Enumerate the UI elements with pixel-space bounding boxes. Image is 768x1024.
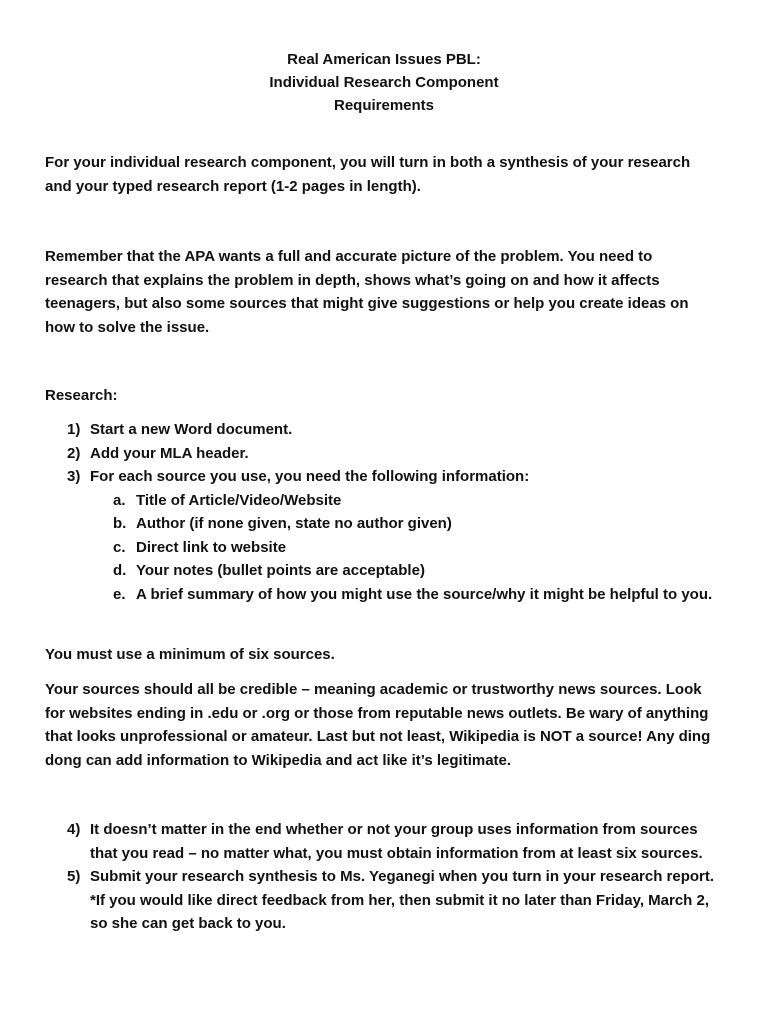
list-item — [0, 442, 768, 466]
sub-list-marker: d. — [113, 562, 127, 579]
later-steps-list — [0, 818, 768, 936]
title-line-1: Real American Issues PBL: — [287, 51, 481, 68]
title-line-2: Individual Research Component — [269, 74, 499, 91]
minimum-sources-note: You must use a minimum of six sources. — [45, 646, 335, 663]
list-item — [0, 818, 768, 865]
sub-list-item-text: Title of Article/Video/Website — [136, 491, 342, 509]
sub-list-item — [0, 559, 768, 583]
sub-list-marker: e. — [113, 585, 126, 603]
sub-list-marker: c. — [113, 538, 126, 556]
list-item-text: It doesn’t matter in the end whether or not your group uses information from sources that you read – no matter what, you must obtain information from at least six sources. — [90, 821, 703, 862]
credibility-paragraph: Your sources should all be credible – meaning academic or trustworthy news sources. Look for websites ending in .edu or .org or those from reputable news outlets. Be wary of anything that looks unprofessional or amateur. Last but not least, Wikipedia is NOT a source! Any ding dong can add information to Wikipedia and act like it’s legitimate. — [45, 681, 711, 769]
sub-list-item — [0, 583, 768, 607]
steps-list — [0, 418, 768, 606]
title-line-3: Requirements — [333, 97, 435, 114]
research-heading: Research: — [45, 387, 118, 404]
list-item — [0, 865, 768, 936]
sub-list-item-text: Direct link to website — [136, 538, 287, 556]
intro-paragraph: For your individual research component, you will turn in both a synthesis of your research and your typed research report (1-2 pages in length). — [45, 154, 691, 195]
sub-list-item-text: Your notes (bullet points are acceptable) — [136, 562, 425, 579]
document-title — [0, 48, 768, 117]
apa-paragraph: Remember that the APA wants a full and accurate picture of the problem. You need to research that explains the problem in depth, shows what’s going on and how it affects teenagers, but also some sources that might give suggestions or help you create ideas on how to solve the issue. — [45, 248, 689, 336]
list-item — [0, 418, 768, 442]
list-item — [0, 465, 768, 489]
list-item-text: Submit your research synthesis to Ms. Yeganegi when you turn in your research report. *If you would like direct feedback from her, then submit it no later than Friday, March 2, so she can get back to you. — [90, 868, 715, 932]
list-item-text: Start a new Word document. — [90, 421, 293, 438]
list-item-text: Add your MLA header. — [90, 444, 249, 462]
sub-list-item — [0, 489, 768, 513]
sub-list-item — [0, 536, 768, 560]
sub-list-marker: a. — [113, 491, 126, 509]
sub-list-item-text: A brief summary of how you might use the source/why it might be helpful to you. — [136, 585, 713, 603]
sub-list-item-text: Author (if none given, state no author given) — [136, 515, 452, 532]
list-marker: 2) — [67, 444, 81, 462]
list-marker: 5) — [67, 868, 81, 885]
sub-list-item — [0, 512, 768, 536]
list-marker: 4) — [67, 821, 81, 838]
list-item-text: For each source you use, you need the following information: — [90, 468, 530, 485]
list-marker: 1) — [67, 421, 81, 438]
list-marker: 3) — [67, 468, 81, 485]
sub-list-marker: b. — [113, 515, 127, 532]
